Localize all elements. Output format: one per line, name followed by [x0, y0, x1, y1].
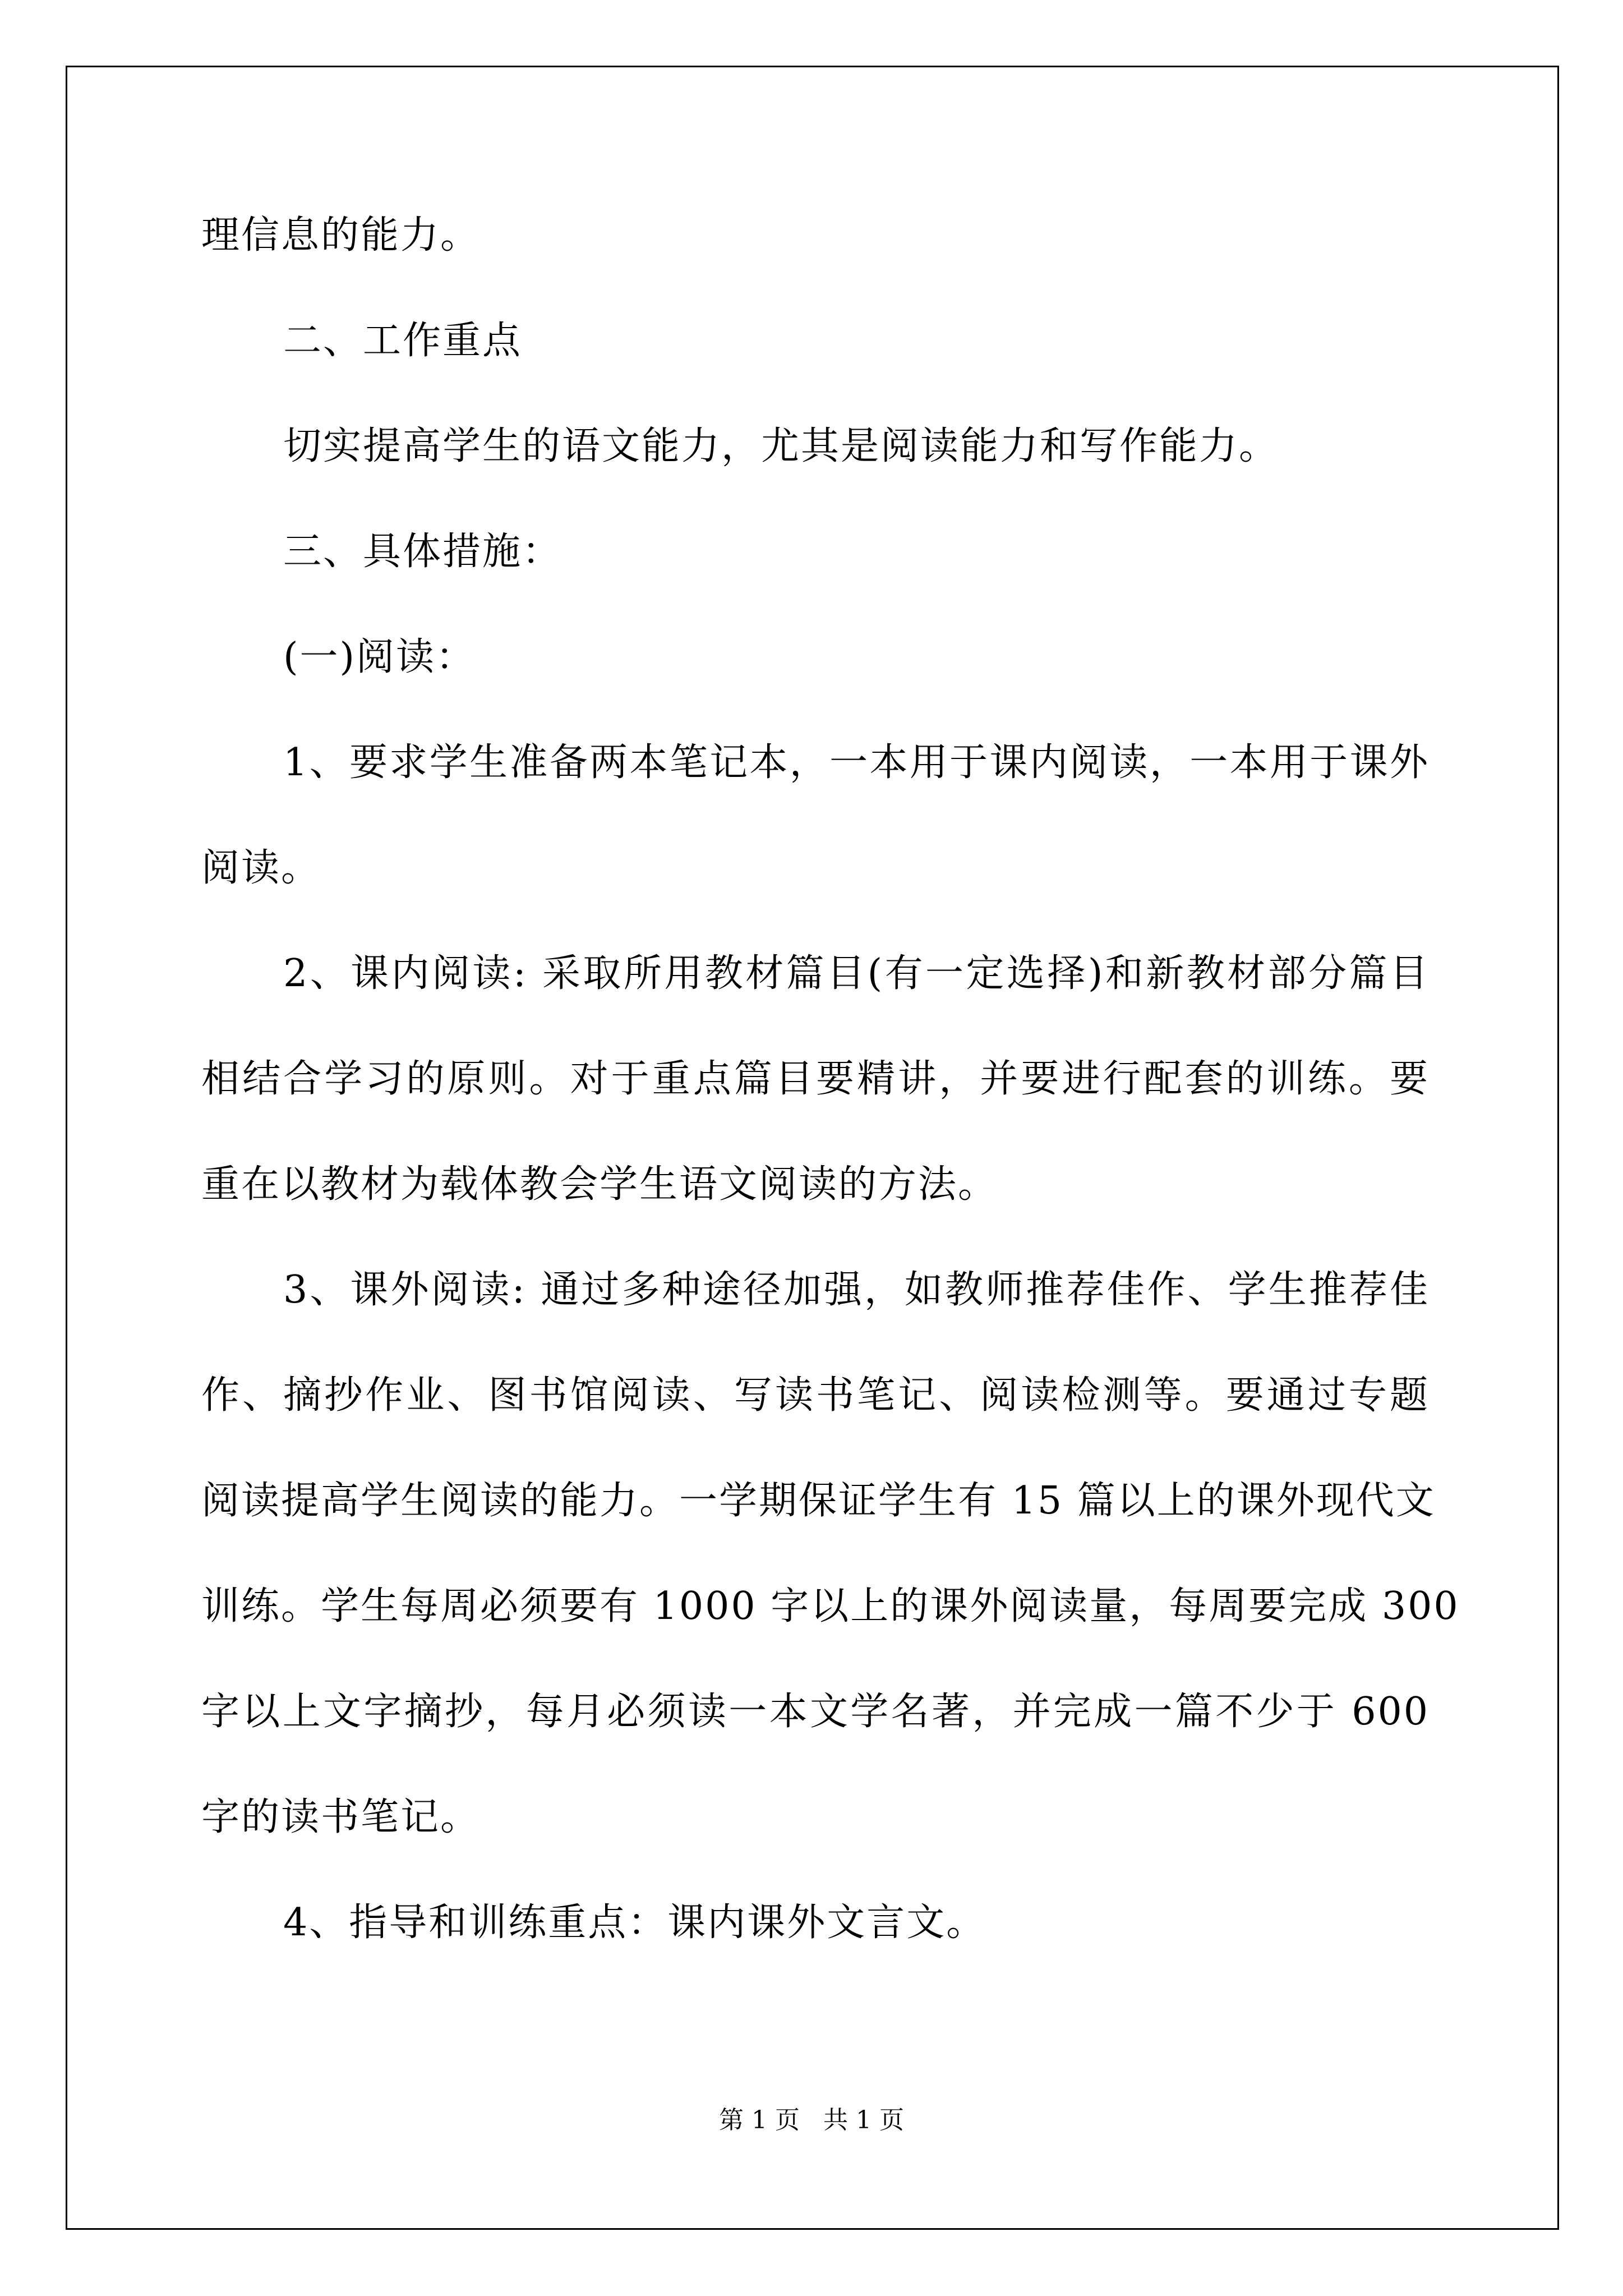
paragraph-line: 训练。学生每周必须要有 1000 字以上的课外阅读量，每周要完成 300: [201, 1584, 1460, 1628]
paragraph-line: 重在以教材为载体教会学生语文阅读的方法。: [201, 1162, 998, 1207]
paragraph-line: 2、课内阅读: 采取所用教材篇目(有一定选择)和新教材部分篇目: [283, 951, 1430, 996]
section-heading: 三、具体措施：: [283, 530, 562, 574]
paragraph-line: 4、指导和训练重点：课内课外文言文。: [283, 1901, 986, 1945]
paragraph-line: 阅读。: [201, 846, 321, 890]
paragraph-line: 作、摘抄作业、图书馆阅读、写读书笔记、阅读检测等。要通过专题: [201, 1373, 1430, 1418]
paragraph-line: 切实提高学生的语文能力，尤其是阅读能力和写作能力。: [283, 424, 1279, 468]
paragraph-line: 1、要求学生准备两本笔记本，一本用于课内阅读，一本用于课外: [283, 740, 1430, 785]
page-footer: [0, 2104, 1623, 2137]
page-total: 共 1 页: [823, 2106, 904, 2134]
paragraph-line: 理信息的能力。: [201, 213, 481, 257]
paragraph-line: 相结合学习的原则。对于重点篇目要精讲，并要进行配套的训练。要: [201, 1057, 1430, 1101]
subsection-heading: (一)阅读：: [283, 635, 476, 679]
page-number: 第 1 页: [719, 2106, 800, 2134]
paragraph-line: 3、课外阅读: 通过多种途径加强，如教师推荐佳作、学生推荐佳: [283, 1268, 1430, 1312]
paragraph-line: 字的读书笔记。: [201, 1795, 481, 1839]
paragraph-line: 字以上文字摘抄，每月必须读一本文学名著，并完成一篇不少于 600: [201, 1690, 1430, 1734]
paragraph-line: 阅读提高学生阅读的能力。一学期保证学生有 15 篇以上的课外现代文: [201, 1479, 1436, 1523]
section-heading: 二、工作重点: [283, 319, 523, 363]
